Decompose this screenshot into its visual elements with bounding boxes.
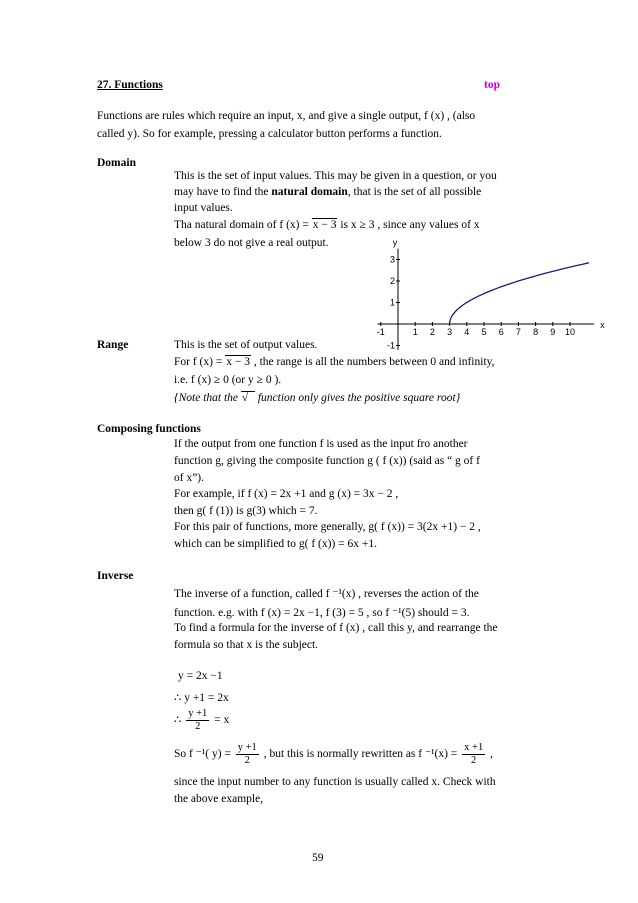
x-tick-label: 5 (481, 327, 487, 337)
fraction (462, 742, 485, 767)
graph-layer (377, 240, 605, 350)
range-text: , the range is all the numbers between 0 and infinity, (250, 356, 495, 368)
inverse-eq-3 (174, 708, 229, 733)
function-curve (450, 263, 589, 324)
sqrt-expression: x − 3 (312, 219, 337, 231)
so-text: So f ⁻¹( y) = (174, 748, 231, 761)
composing-line-6: For this pair of functions, more generally, g( f (x)) = 3(2x +1) − 2 , (174, 521, 481, 533)
fraction-denominator: 2 (195, 721, 201, 732)
inverse-eq-1: y = 2x −1 (178, 670, 223, 682)
fraction-numerator: y +1 (237, 742, 257, 753)
y-axis-label: y (392, 240, 398, 248)
domain-text: may have to find the (174, 186, 272, 198)
x-tick-label: -1 (376, 327, 385, 337)
sqrt-expression: x − 3 (226, 356, 250, 368)
section-title: 27. Functions (97, 79, 163, 91)
fraction-numerator: x +1 (464, 742, 484, 753)
therefore-symbol: ∴ (174, 714, 182, 727)
inverse-heading: Inverse (97, 570, 134, 582)
range-note-text: {Note that the (174, 392, 241, 404)
composing-line-2: function g, giving the composite function g ( f (x)) (said as “ g of f (174, 455, 480, 467)
y-tick-label: 2 (389, 276, 395, 286)
x-tick-label: 9 (550, 327, 556, 337)
composing-line-7: which can be simplified to g( f (x)) = 6x +1. (174, 538, 377, 550)
composing-line-3: of x”). (174, 472, 205, 484)
x-tick-label: 6 (498, 327, 504, 337)
x-tick-label: 8 (533, 327, 539, 337)
y-tick-label: 3 (389, 254, 395, 265)
fraction (186, 708, 209, 733)
range-line-3: i.e. f (x) ≥ 0 (or y ≥ 0 ). (174, 374, 282, 386)
composing-line-1: If the output from one function f is used as the input fro another (174, 438, 468, 450)
inverse-line-1: The inverse of a function, called f ⁻¹(x) , reverses the action of the (174, 588, 479, 600)
composing-line-4: For example, if f (x) = 2x +1 and g (x) = 3x − 2 , (174, 488, 399, 500)
x-tick-label: 1 (412, 327, 418, 337)
range-note (174, 392, 460, 404)
domain-text: is x ≥ 3 , since any values of x (337, 219, 480, 231)
so-text: , but this is normally rewritten as f ⁻¹(x) = (260, 748, 458, 761)
domain-line-3: input values. (174, 202, 233, 214)
sqrt-symbol-icon: √ (241, 392, 254, 404)
domain-line-1: This is the set of input values. This may be given in a question, or you (174, 170, 497, 182)
x-tick-label: 4 (464, 327, 470, 337)
domain-text: , that is the set of all possible (347, 186, 482, 198)
sqrt-function-graph (368, 240, 608, 350)
top-link[interactable]: top (484, 79, 500, 91)
range-note-text: function only gives the positive square root} (254, 392, 461, 404)
domain-line-2 (174, 186, 481, 198)
fraction-denominator: 2 (471, 755, 477, 766)
x-axis-label: x (600, 320, 605, 330)
section-heading (97, 79, 163, 91)
inverse-line-5: since the input number to any function is usually called x. Check with (174, 776, 496, 788)
so-text: , (487, 748, 493, 761)
domain-line-4 (174, 219, 480, 231)
domain-heading: Domain (97, 157, 136, 169)
y-tick-label: 1 (389, 297, 395, 308)
range-line-2 (174, 356, 495, 368)
x-tick-label: 2 (429, 327, 435, 337)
inverse-line-6: the above example, (174, 793, 264, 805)
x-tick-label: 7 (515, 327, 521, 337)
natural-domain-term: natural domain (271, 186, 348, 198)
y-tick-label: -1 (386, 340, 395, 350)
domain-text: Tha natural domain of f (x) = (174, 219, 312, 231)
inverse-eq-2: ∴ y +1 = 2x (174, 692, 229, 704)
inverse-line-2: function. e.g. with f (x) = 2x −1, f (3) = 5 , so f ⁻¹(5) should = 3. (174, 607, 470, 619)
inverse-so-line (174, 742, 493, 767)
inverse-line-3: To find a formula for the inverse of f (x) , call this y, and rearrange the (174, 622, 498, 634)
eq-rhs: = x (214, 714, 230, 727)
fraction-numerator: y +1 (188, 708, 208, 719)
fraction-denominator: 2 (244, 755, 250, 766)
intro-line-1: Functions are rules which require an input, x, and give a single output, f (x) , (also (97, 110, 476, 122)
composing-line-5: then g( f (1)) is g(3) which = 7. (174, 505, 318, 517)
range-text: For f (x) = (174, 356, 226, 368)
inverse-line-4: formula so that x is the subject. (174, 639, 319, 651)
x-tick-label: 10 (564, 327, 576, 337)
range-line-1: This is the set of output values. (174, 339, 318, 351)
domain-line-5: below 3 do not give a real output. (174, 237, 329, 249)
page-number: 59 (312, 852, 324, 864)
fraction (236, 742, 259, 767)
range-heading: Range (97, 339, 129, 351)
composing-heading: Composing functions (97, 423, 201, 435)
x-tick-label: 3 (447, 327, 453, 337)
intro-line-2: called y). So for example, pressing a calculator button performs a function. (97, 128, 442, 140)
